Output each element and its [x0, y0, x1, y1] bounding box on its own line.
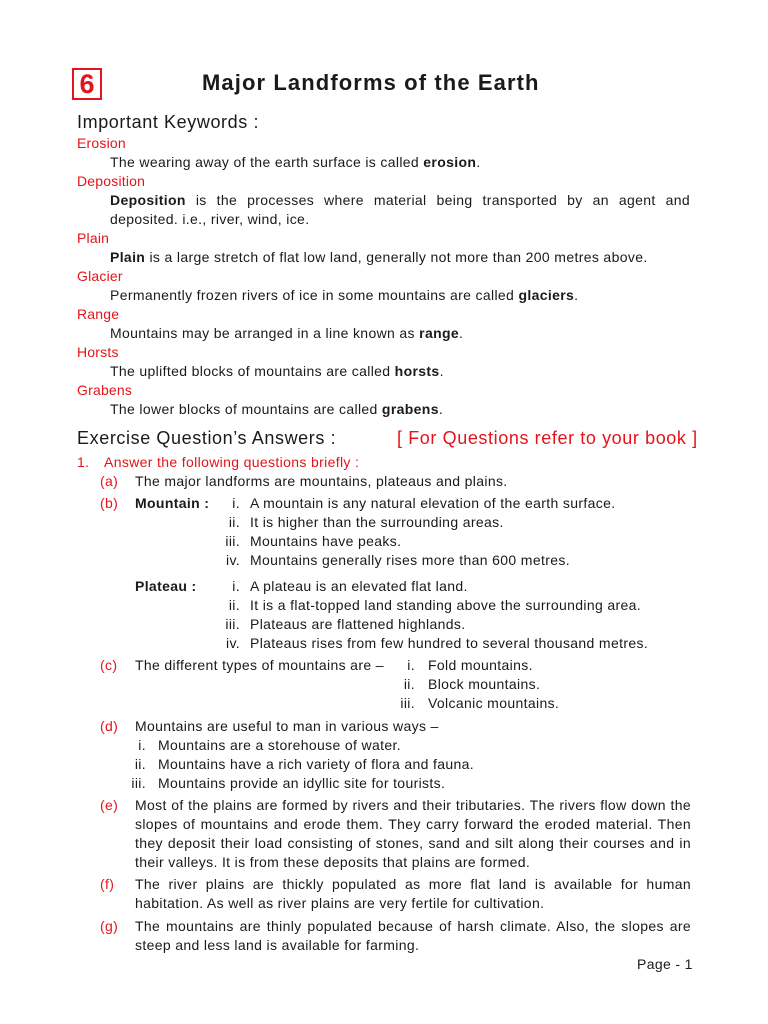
- keyword-definition: Plain is a large stretch of flat low land, generally not more than 200 metres above.: [110, 249, 648, 265]
- list-item: Plateaus rises from few hundred to several thousand metres.: [250, 635, 649, 651]
- list-number: i.: [138, 737, 146, 753]
- list-number: iii.: [400, 695, 415, 711]
- keyword-definition: The uplifted blocks of mountains are called horsts.: [110, 363, 444, 379]
- exercise-heading: Exercise Question’s Answers :: [77, 428, 337, 448]
- keyword-term: Range: [77, 306, 120, 322]
- list-number: i.: [232, 495, 240, 511]
- list-number: ii.: [228, 514, 240, 530]
- answer-label: (g): [100, 918, 119, 934]
- list-number: ii.: [228, 597, 240, 613]
- list-number: i.: [232, 578, 240, 594]
- list-number: i.: [407, 657, 415, 673]
- question-number: 1.: [77, 454, 90, 470]
- keyword-term: Grabens: [77, 382, 133, 398]
- chapter-number-badge: 6: [72, 68, 102, 100]
- list-number: ii.: [134, 756, 146, 772]
- keyword-definition: Permanently frozen rivers of ice in some mountains are called glaciers.: [110, 287, 579, 303]
- list-item: Mountains are a storehouse of water.: [158, 737, 401, 753]
- keyword-definition: Deposition is the processes where material being transported by an agent and deposited. i.e., river, wind, ice.: [110, 192, 690, 227]
- answer-label: (d): [100, 718, 119, 734]
- answer-label: (c): [100, 657, 118, 673]
- list-number: ii.: [403, 676, 415, 692]
- answer-label: (b): [100, 495, 119, 511]
- list-item: A plateau is an elevated flat land.: [250, 578, 468, 594]
- answer-paragraph: Most of the plains are formed by rivers and their tributaries. The rivers flow down the slopes of mountains and erode them. They carry forward the eroded material. Then they deposit their load consisting of stones, sand and silt along their courses and in their valleys. It is from these deposits that plains are formed.: [135, 797, 691, 870]
- keywords-heading: Important Keywords :: [77, 112, 260, 132]
- list-number: iii.: [131, 775, 146, 791]
- question-text: Answer the following questions briefly :: [104, 454, 360, 470]
- list-item: It is higher than the surrounding areas.: [250, 514, 504, 530]
- answer-label: (f): [100, 876, 115, 892]
- answer-text: The major landforms are mountains, plateaus and plains.: [135, 473, 508, 489]
- list-item: Mountains have a rich variety of flora and fauna.: [158, 756, 474, 772]
- list-number: iii.: [225, 533, 240, 549]
- book-reference-note: [ For Questions refer to your book ]: [397, 428, 698, 448]
- list-number: iv.: [225, 635, 240, 651]
- page-number: Page - 1: [637, 956, 693, 972]
- list-number: iii.: [225, 616, 240, 632]
- keyword-term: Horsts: [77, 344, 119, 360]
- list-item: Volcanic mountains.: [428, 695, 560, 711]
- list-item: It is a flat-topped land standing above the surrounding area.: [250, 597, 642, 613]
- answer-text: Mountains are useful to man in various ways –: [135, 718, 439, 734]
- answer-paragraph: The river plains are thickly populated as more flat land is available for human habitation. As well as river plains are very fertile for cultivation.: [135, 876, 691, 911]
- keyword-term: Erosion: [77, 135, 126, 151]
- plateau-label: Plateau :: [135, 578, 197, 594]
- keyword-term: Plain: [77, 230, 110, 246]
- keyword-definition: The lower blocks of mountains are called grabens.: [110, 401, 444, 417]
- answer-label: (e): [100, 797, 119, 813]
- list-item: Fold mountains.: [428, 657, 533, 673]
- answer-paragraph: The mountains are thinly populated because of harsh climate. Also, the slopes are steep and less land is available for farming.: [135, 918, 691, 953]
- answer-label: (a): [100, 473, 119, 489]
- list-item: Mountains generally rises more than 600 metres.: [250, 552, 570, 568]
- keyword-definition: Mountains may be arranged in a line known as range.: [110, 325, 464, 341]
- mountain-label: Mountain :: [135, 495, 210, 511]
- keyword-term: Glacier: [77, 268, 123, 284]
- keyword-term: Deposition: [77, 173, 146, 189]
- list-item: Block mountains.: [428, 676, 541, 692]
- list-number: iv.: [225, 552, 240, 568]
- list-item: Mountains provide an idyllic site for tourists.: [158, 775, 446, 791]
- list-item: Mountains have peaks.: [250, 533, 402, 549]
- page-title: Major Landforms of the Earth: [202, 70, 540, 95]
- list-item: A mountain is any natural elevation of the earth surface.: [250, 495, 616, 511]
- keyword-definition: The wearing away of the earth surface is called erosion.: [110, 154, 481, 170]
- answer-text: The different types of mountains are –: [135, 657, 384, 673]
- list-item: Plateaus are flattened highlands.: [250, 616, 466, 632]
